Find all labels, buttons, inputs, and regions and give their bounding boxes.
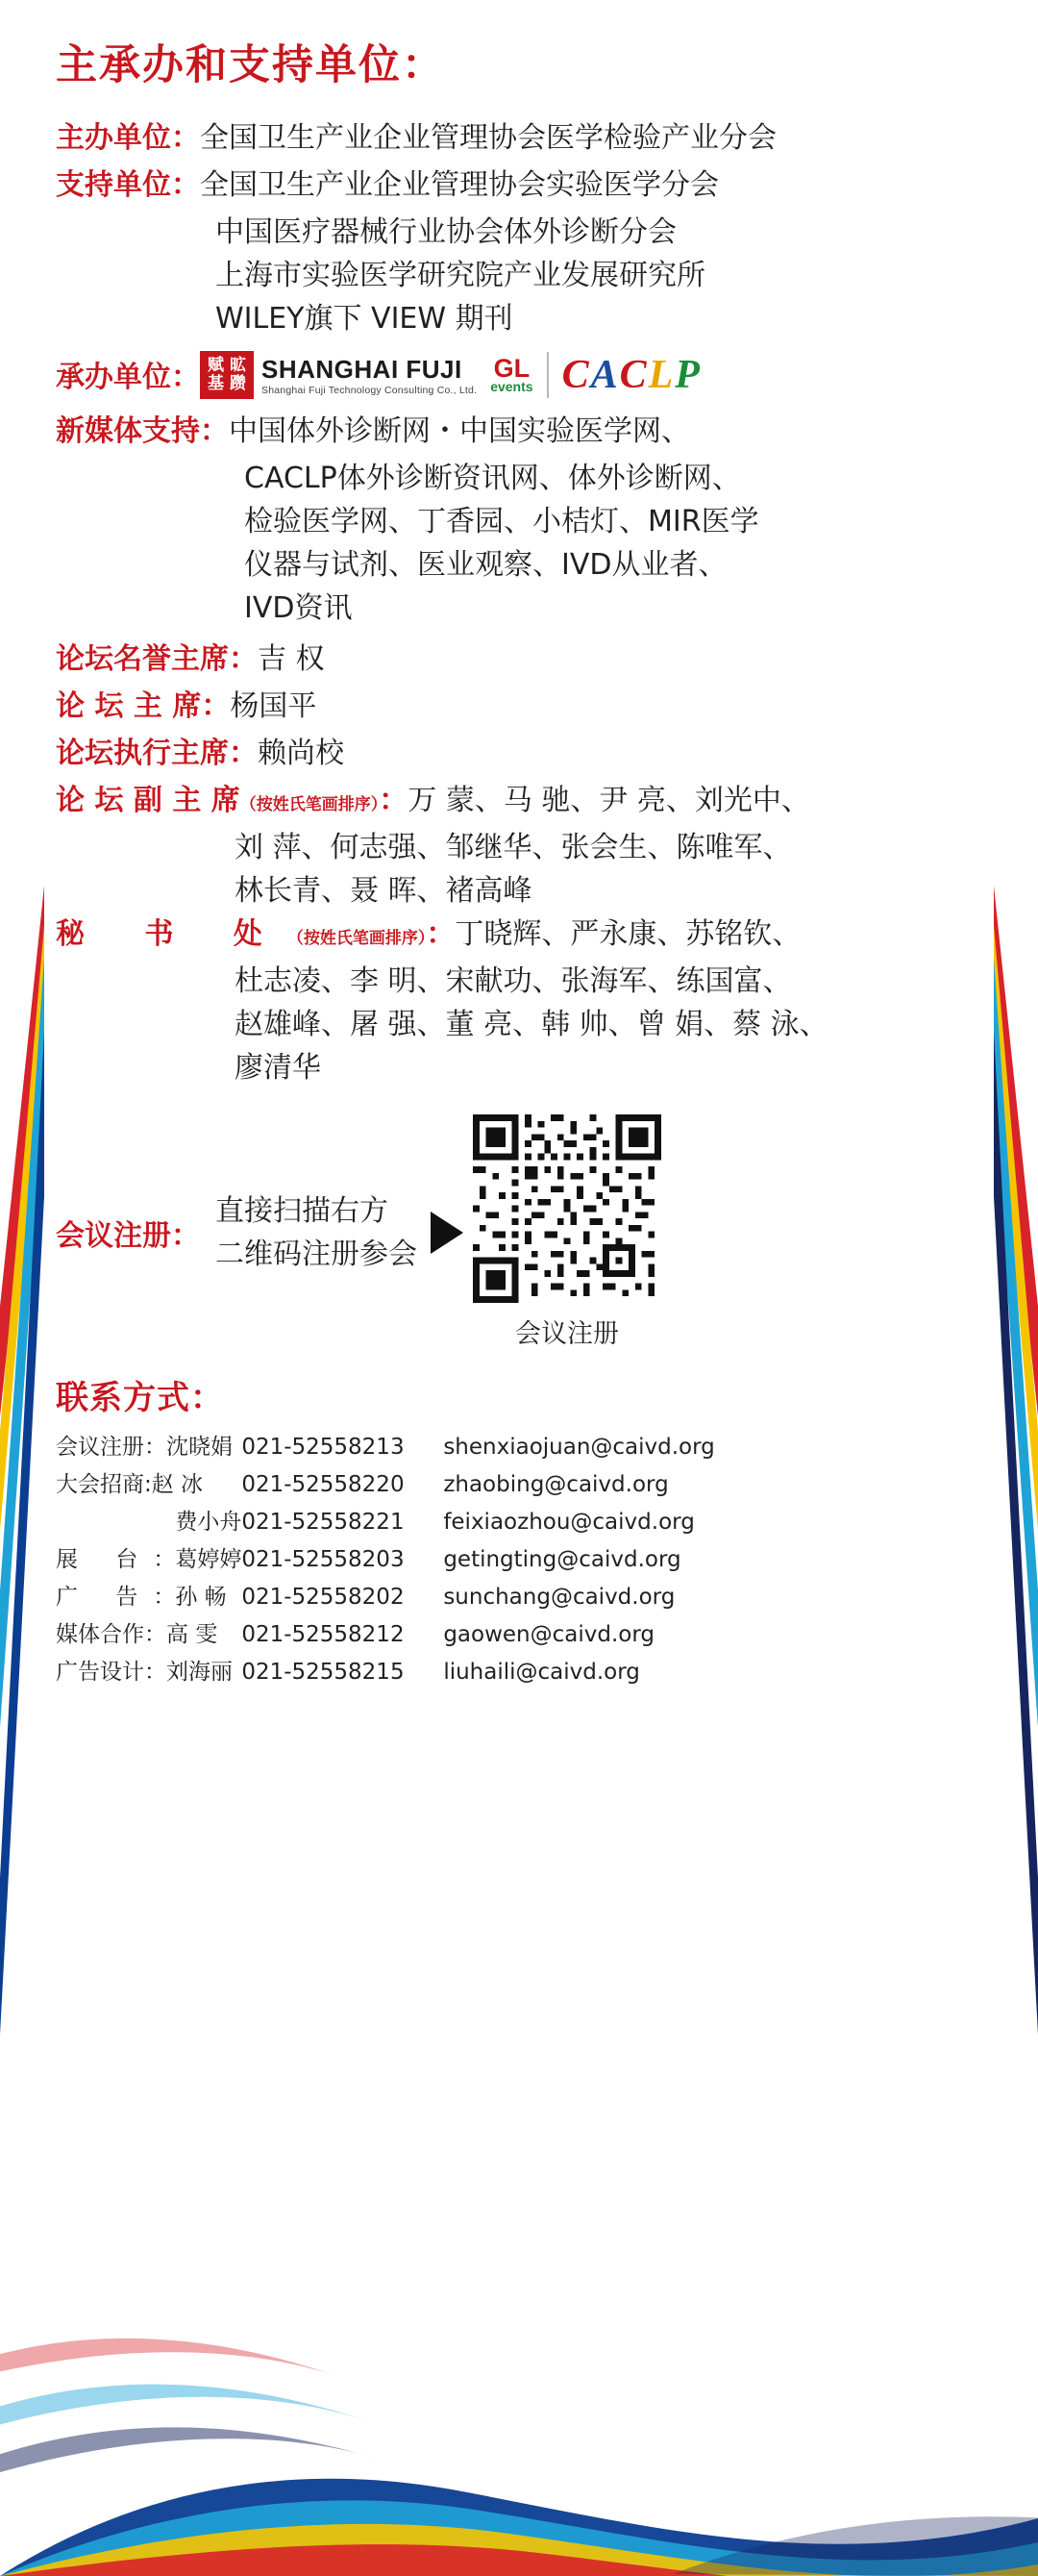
contact-phone[interactable]: 021-52558213 <box>241 1435 405 1460</box>
contact-email[interactable]: shenxiaojuan@caivd.org <box>443 1435 715 1460</box>
row-secretariat <box>56 913 982 956</box>
contact-phone[interactable]: 021-52558221 <box>241 1510 405 1535</box>
gl-events-logo-line2: events <box>490 379 533 395</box>
row-host-unit <box>56 116 982 160</box>
fuji-logo-sub: Shanghai Fuji Technology Consulting Co., Ltd. <box>261 384 478 396</box>
label-organizer: 承办单位： <box>56 361 200 394</box>
registration-qr-block[interactable] <box>473 1114 661 1350</box>
secretariat-line-4: 廖清华 <box>235 1051 321 1085</box>
new-media-line-3: 检验医学网、丁香园、小桔灯、MIR医学 <box>244 505 759 538</box>
label-registration: 会议注册： <box>56 1218 200 1253</box>
table-row <box>56 1613 982 1651</box>
contact-email[interactable]: sunchang@caivd.org <box>443 1585 676 1610</box>
page-title: 主承办和支持单位： <box>56 41 445 89</box>
value-executive-chair: 赖尚校 <box>258 737 344 770</box>
contact-phone[interactable]: 021-52558212 <box>241 1622 405 1647</box>
decorative-swoosh <box>0 2172 1038 2576</box>
label-vice-chairs: 论 坛 副 主 席（按姓氏笔画排序）： <box>56 784 408 817</box>
new-media-line-5: IVD资讯 <box>244 591 353 625</box>
caclp-logo: CACLP <box>561 353 702 397</box>
support-unit-line-2: 中国医疗器械行业协会体外诊断分会 <box>215 215 677 249</box>
new-media-line-4: 仪器与试剂、医业观察、IVD从业者、 <box>244 548 728 582</box>
new-media-line-2: CACLP体外诊断资讯网、体外诊断网、 <box>244 462 741 495</box>
contact-section-title: 联系方式： <box>56 1379 224 1417</box>
contact-phone[interactable]: 021-52558203 <box>241 1547 405 1572</box>
label-secretariat-note: （按姓氏笔画排序） <box>286 929 427 948</box>
value-vice-chairs-line-1: 万 蒙、马 驰、尹 亮、刘光中、 <box>408 784 810 817</box>
organizer-logos <box>200 350 702 400</box>
logo-divider <box>547 352 549 398</box>
contact-role: 媒体合作：高 雯 <box>56 1622 218 1647</box>
contact-role: 会议注册：沈晓娟 <box>56 1435 233 1460</box>
label-executive-chair: 论坛执行主席： <box>56 737 258 770</box>
fuji-mark-line1: 赋 昿 <box>208 356 246 376</box>
row-honorary-chair <box>56 638 982 681</box>
contact-phone[interactable]: 021-52558202 <box>241 1585 405 1610</box>
value-support-unit: 全国卫生产业企业管理协会实验医学分会 <box>200 168 719 202</box>
row-vice-chairs <box>56 779 982 822</box>
fuji-mark-line2: 基 躜 <box>208 374 246 393</box>
vice-chairs-line-3: 林长青、聂 晖、褚高峰 <box>235 874 532 908</box>
value-secretariat-line-1: 丁晓辉、严永康、苏铭钦、 <box>455 917 802 951</box>
contact-email[interactable]: gaowen@caivd.org <box>443 1622 655 1647</box>
label-secretariat: 秘 书 处（按姓氏笔画排序）： <box>56 917 456 951</box>
label-support-unit: 支持单位： <box>56 168 200 202</box>
support-unit-line-3: 上海市实验医学研究院产业发展研究所 <box>215 259 705 292</box>
row-executive-chair <box>56 732 982 775</box>
qr-caption: 会议注册 <box>515 1319 619 1349</box>
registration-instructions-line-1: 直接扫描右方 <box>215 1193 388 1228</box>
table-row <box>56 1463 982 1501</box>
row-new-media <box>56 410 982 453</box>
fuji-logo-mark <box>200 351 254 399</box>
row-support-unit <box>56 163 982 207</box>
value-honorary-chair: 吉 权 <box>258 642 325 676</box>
label-vice-chairs-note: （按姓氏笔画排序） <box>239 795 380 814</box>
arrow-right-icon <box>431 1212 463 1254</box>
table-row <box>56 1501 982 1538</box>
contact-phone[interactable]: 021-52558220 <box>241 1472 405 1497</box>
fuji-logo-en: SHANGHAI FUJI <box>261 354 462 384</box>
wiley-post: 期刊 <box>446 302 513 336</box>
table-row <box>56 1538 982 1576</box>
gl-events-logo <box>490 351 532 399</box>
secretariat-line-3: 赵雄峰、屠 强、董 亮、韩 帅、曾 娟、蔡 泳、 <box>235 1008 828 1041</box>
contact-email[interactable]: liuhaili@caivd.org <box>443 1660 640 1685</box>
registration-instructions-line-2: 二维码注册参会 <box>215 1237 417 1271</box>
table-row <box>56 1651 982 1688</box>
registration-block <box>56 1114 982 1350</box>
contact-role: 大会招商:赵 冰 <box>56 1472 204 1497</box>
contact-role: 费小舟 <box>175 1510 242 1535</box>
qr-code-image[interactable] <box>473 1114 661 1303</box>
row-forum-chair <box>56 685 982 728</box>
contact-role: 广 告：孙 畅 <box>56 1585 227 1610</box>
contact-phone[interactable]: 021-52558215 <box>241 1660 405 1685</box>
registration-instructions <box>215 1189 417 1276</box>
wiley-journal: VIEW <box>371 302 447 336</box>
fuji-logo-text <box>261 355 477 396</box>
wiley-pre: WILEY旗下 <box>215 302 372 336</box>
label-honorary-chair: 论坛名誉主席： <box>56 642 258 676</box>
contact-email[interactable]: feixiaozhou@caivd.org <box>443 1510 695 1535</box>
vice-chairs-line-2: 刘 萍、何志强、邹继华、张会生、陈唯军、 <box>235 831 792 864</box>
value-new-media-line-1: 中国体外诊断网・中国实验医学网、 <box>229 414 690 448</box>
fuji-logo <box>200 350 477 400</box>
contact-table <box>56 1426 982 1688</box>
support-unit-line-4 <box>56 297 982 340</box>
contact-role: 展 台：葛婷婷 <box>56 1547 242 1572</box>
contact-role: 广告设计：刘海丽 <box>56 1660 233 1685</box>
label-new-media: 新媒体支持： <box>56 414 229 448</box>
value-host-unit: 全国卫生产业企业管理协会医学检验产业分会 <box>200 121 777 155</box>
row-organizer <box>56 350 982 400</box>
gl-events-logo-line1: GL <box>493 353 531 383</box>
contact-email[interactable]: getingting@caivd.org <box>443 1547 681 1572</box>
table-row <box>56 1426 982 1463</box>
table-row <box>56 1576 982 1613</box>
value-forum-chair: 杨国平 <box>230 689 317 723</box>
label-forum-chair: 论 坛 主 席： <box>56 689 231 723</box>
contact-email[interactable]: zhaobing@caivd.org <box>443 1472 669 1497</box>
secretariat-line-2: 杜志凌、李 明、宋献功、张海军、练国富、 <box>235 964 792 998</box>
label-host-unit: 主办单位： <box>56 121 200 155</box>
